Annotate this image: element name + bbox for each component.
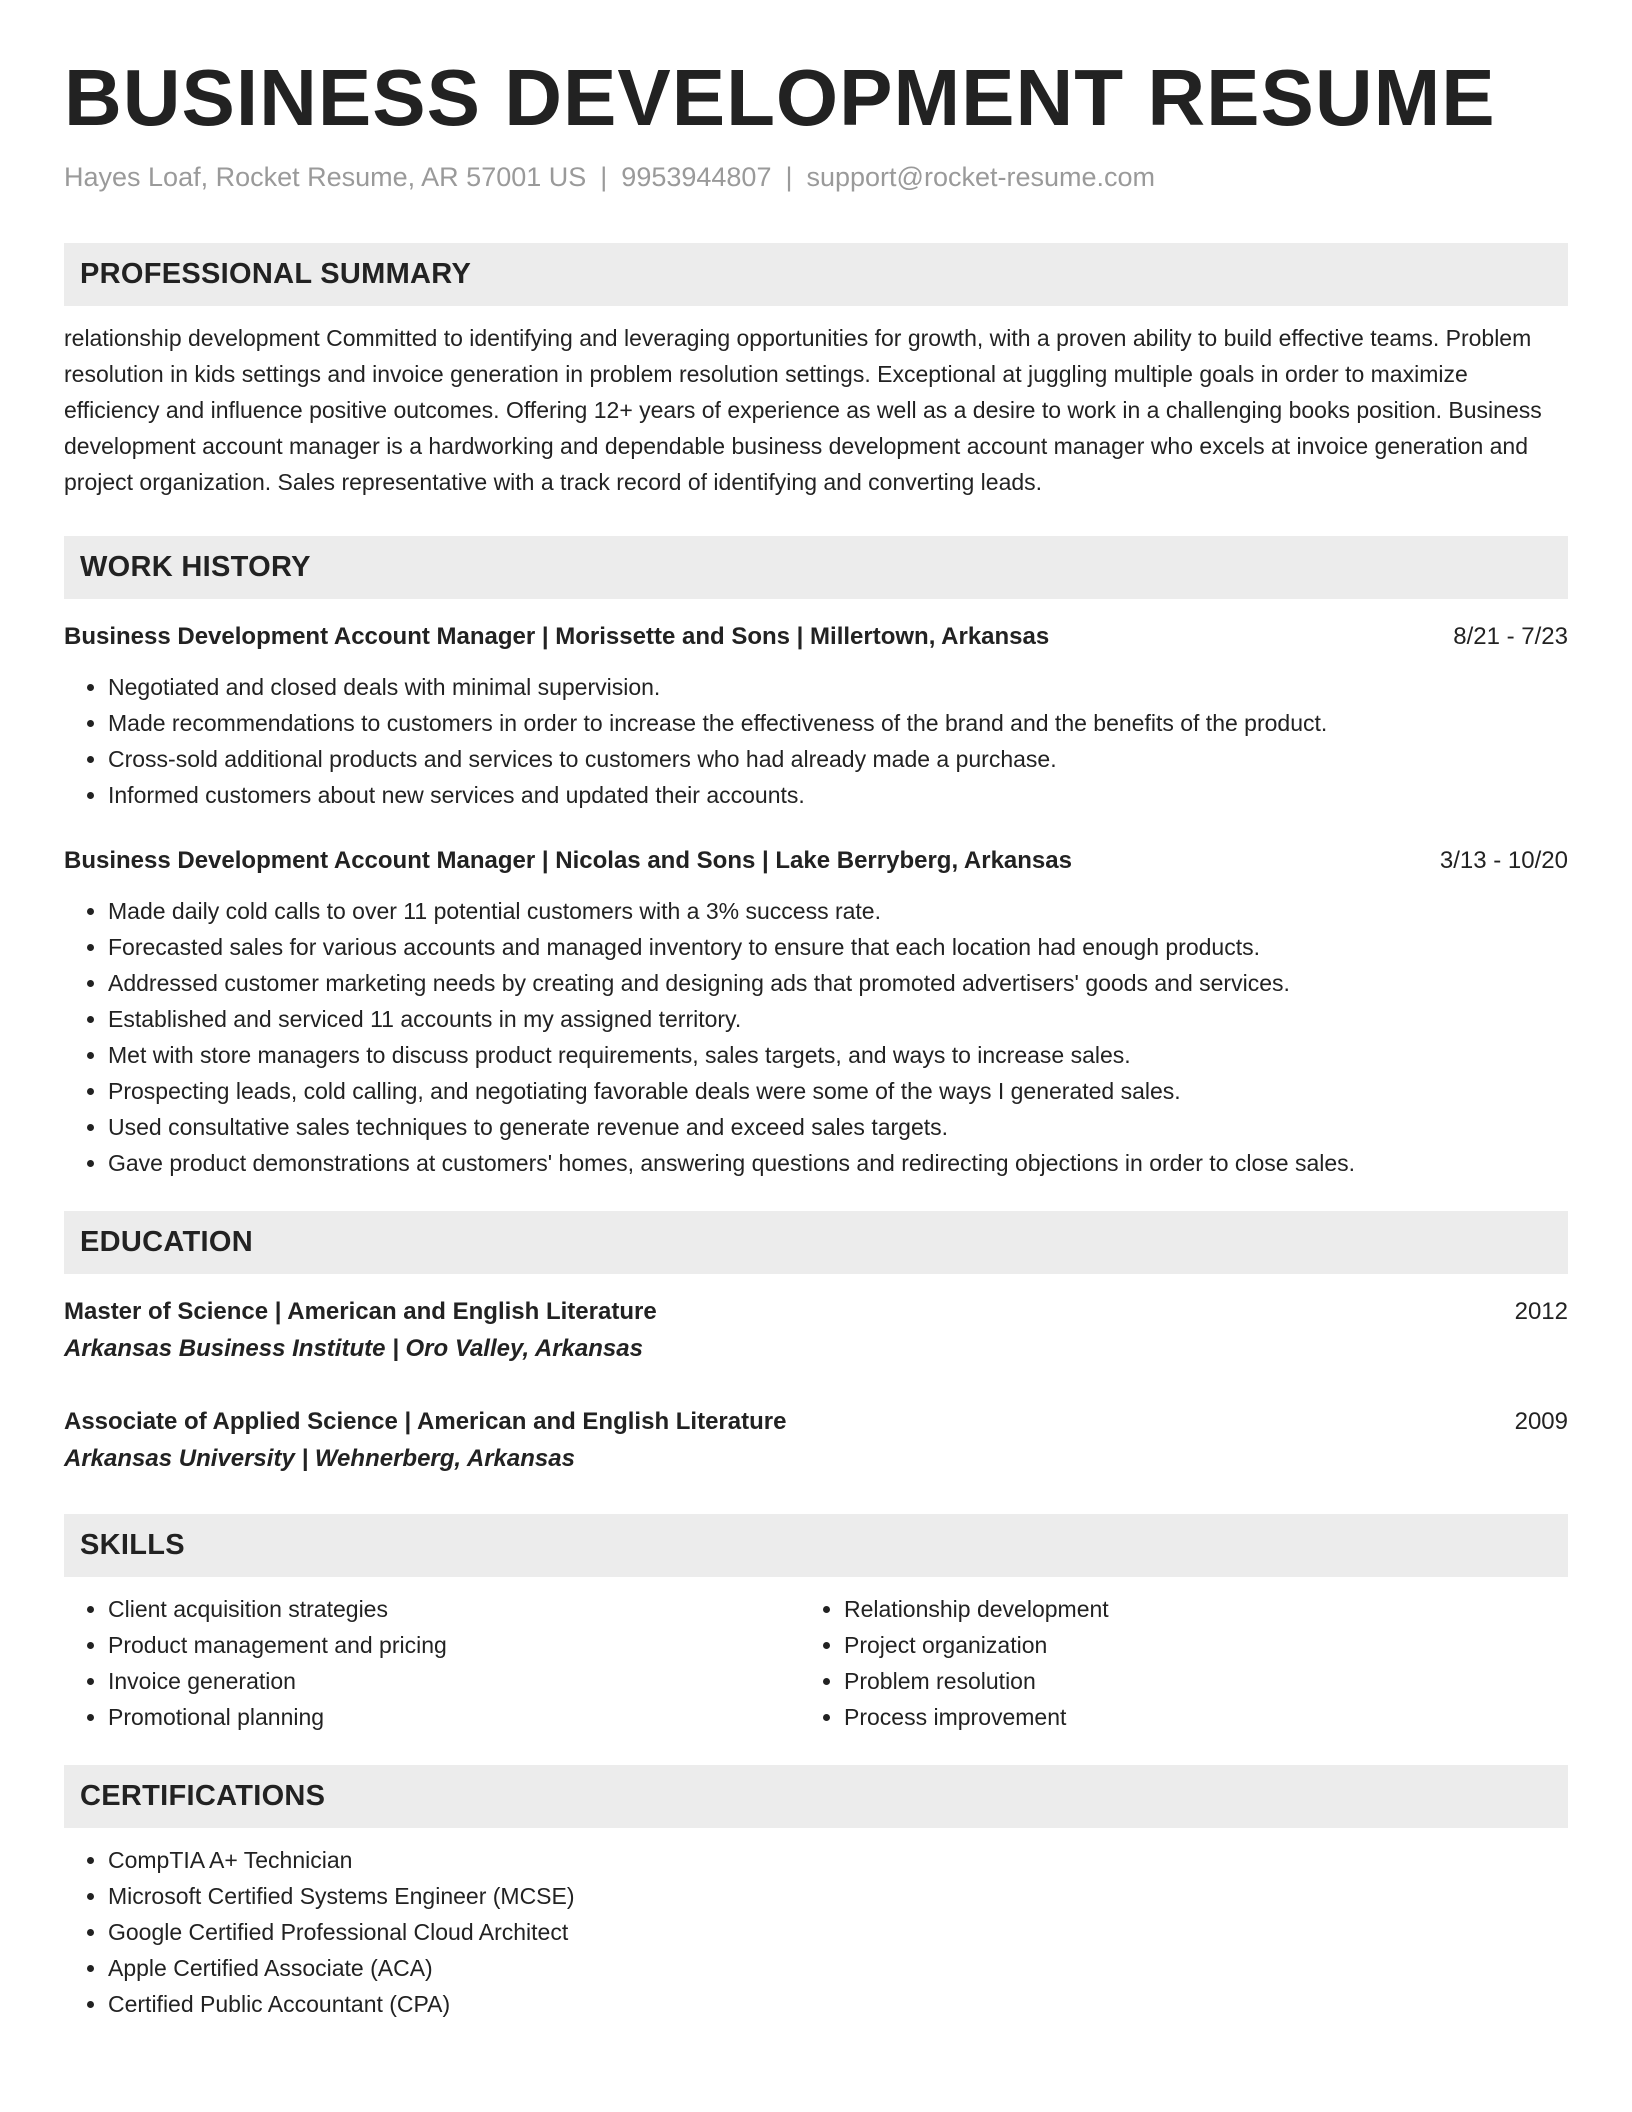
contact-address: Hayes Loaf, Rocket Resume, AR 57001 US (64, 162, 587, 192)
job-title: Business Development Account Manager | Morissette and Sons | Millertown, Arkansas (64, 623, 1050, 650)
job-dates: 8/21 - 7/23 (1453, 623, 1568, 650)
section-header-certifications: CERTIFICATIONS (64, 1765, 1568, 1828)
job-entry-header (64, 619, 1568, 655)
contact-separator: | (600, 162, 608, 192)
contact-line (64, 162, 1568, 193)
list-item: • Problem resolution (844, 1663, 1536, 1699)
list-item: • Promotional planning (108, 1699, 800, 1735)
list-item: • CompTIA A+ Technician (108, 1842, 1568, 1878)
list-item: • Negotiated and closed deals with minimal supervision. (108, 669, 1568, 705)
list-item: • Cross-sold additional products and services to customers who had already made a purchase. (108, 741, 1568, 777)
list-item: • Made recommendations to customers in order to increase the effectiveness of the brand and the benefits of the product. (108, 705, 1568, 741)
list-item: • Client acquisition strategies (108, 1591, 800, 1627)
job-dates: 3/13 - 10/20 (1439, 847, 1568, 874)
list-item: • Project organization (844, 1627, 1536, 1663)
contact-separator: | (785, 162, 793, 192)
section-header-work-history: WORK HISTORY (64, 536, 1568, 599)
list-item: • Product management and pricing (108, 1627, 800, 1663)
skills-grid (64, 1591, 1568, 1735)
job-title: Business Development Account Manager | Nicolas and Sons | Lake Berryberg, Arkansas (64, 847, 1072, 874)
education-degree: Master of Science | American and English Literature (64, 1298, 657, 1325)
list-item: • Process improvement (844, 1699, 1536, 1735)
skills-list-left (64, 1591, 800, 1735)
certifications-list (64, 1842, 1568, 2022)
summary-text: relationship development Committed to identifying and leveraging opportunities for growth, with a proven ability to build effective teams. Problem resolution in kids settings and invoice generation in problem resolution settings. Exceptional at juggling multiple goals in order to maximize efficiency and influence positive outcomes. Offering 12+ years of experience as well as a desire to work in a challenging books position. Business development account manager is a hardworking and dependable business development account manager who excels at invoice generation and project organization. Sales representative with a track record of identifying and converting leads. (64, 325, 1542, 495)
list-item: • Apple Certified Associate (ACA) (108, 1950, 1568, 1986)
education-degree: Associate of Applied Science | American and English Literature (64, 1408, 787, 1435)
education-school: Arkansas University | Wehnerberg, Arkansas (64, 1445, 575, 1472)
list-item: • Prospecting leads, cold calling, and negotiating favorable deals were some of the ways I generated sales. (108, 1073, 1568, 1109)
job-entry-header (64, 843, 1568, 879)
education-entry-header (64, 1404, 1568, 1440)
education-year: 2009 (1514, 1408, 1568, 1435)
section-header-summary: PROFESSIONAL SUMMARY (64, 243, 1568, 306)
job-bullet-list (64, 669, 1568, 813)
list-item: • Certified Public Accountant (CPA) (108, 1986, 1568, 2022)
section-header-skills: SKILLS (64, 1514, 1568, 1577)
list-item: • Gave product demonstrations at customers' homes, answering questions and redirecting objections in order to close sales. (108, 1145, 1568, 1181)
list-item: • Established and serviced 11 accounts in my assigned territory. (108, 1001, 1568, 1037)
contact-email: support@rocket-resume.com (806, 162, 1156, 192)
job-bullet-list (64, 893, 1568, 1181)
list-item: • Informed customers about new services and updated their accounts. (108, 777, 1568, 813)
list-item: • Made daily cold calls to over 11 potential customers with a 3% success rate. (108, 893, 1568, 929)
list-item: • Google Certified Professional Cloud Architect (108, 1914, 1568, 1950)
list-item: • Met with store managers to discuss product requirements, sales targets, and ways to increase sales. (108, 1037, 1568, 1073)
resume-title: BUSINESS DEVELOPMENT RESUME (64, 53, 1496, 142)
list-item: • Microsoft Certified Systems Engineer (MCSE) (108, 1878, 1568, 1914)
list-item: • Addressed customer marketing needs by creating and designing ads that promoted advertisers' goods and services. (108, 965, 1568, 1001)
contact-phone: 9953944807 (621, 162, 772, 192)
list-item: • Relationship development (844, 1591, 1536, 1627)
education-year: 2012 (1514, 1298, 1568, 1325)
list-item: • Invoice generation (108, 1663, 800, 1699)
list-item: • Forecasted sales for various accounts and managed inventory to ensure that each location had enough products. (108, 929, 1568, 965)
education-entry-header (64, 1294, 1568, 1330)
education-school: Arkansas Business Institute | Oro Valley, Arkansas (64, 1335, 643, 1362)
list-item: • Used consultative sales techniques to generate revenue and exceed sales targets. (108, 1109, 1568, 1145)
skills-list-right (800, 1591, 1536, 1735)
section-header-education: EDUCATION (64, 1211, 1568, 1274)
